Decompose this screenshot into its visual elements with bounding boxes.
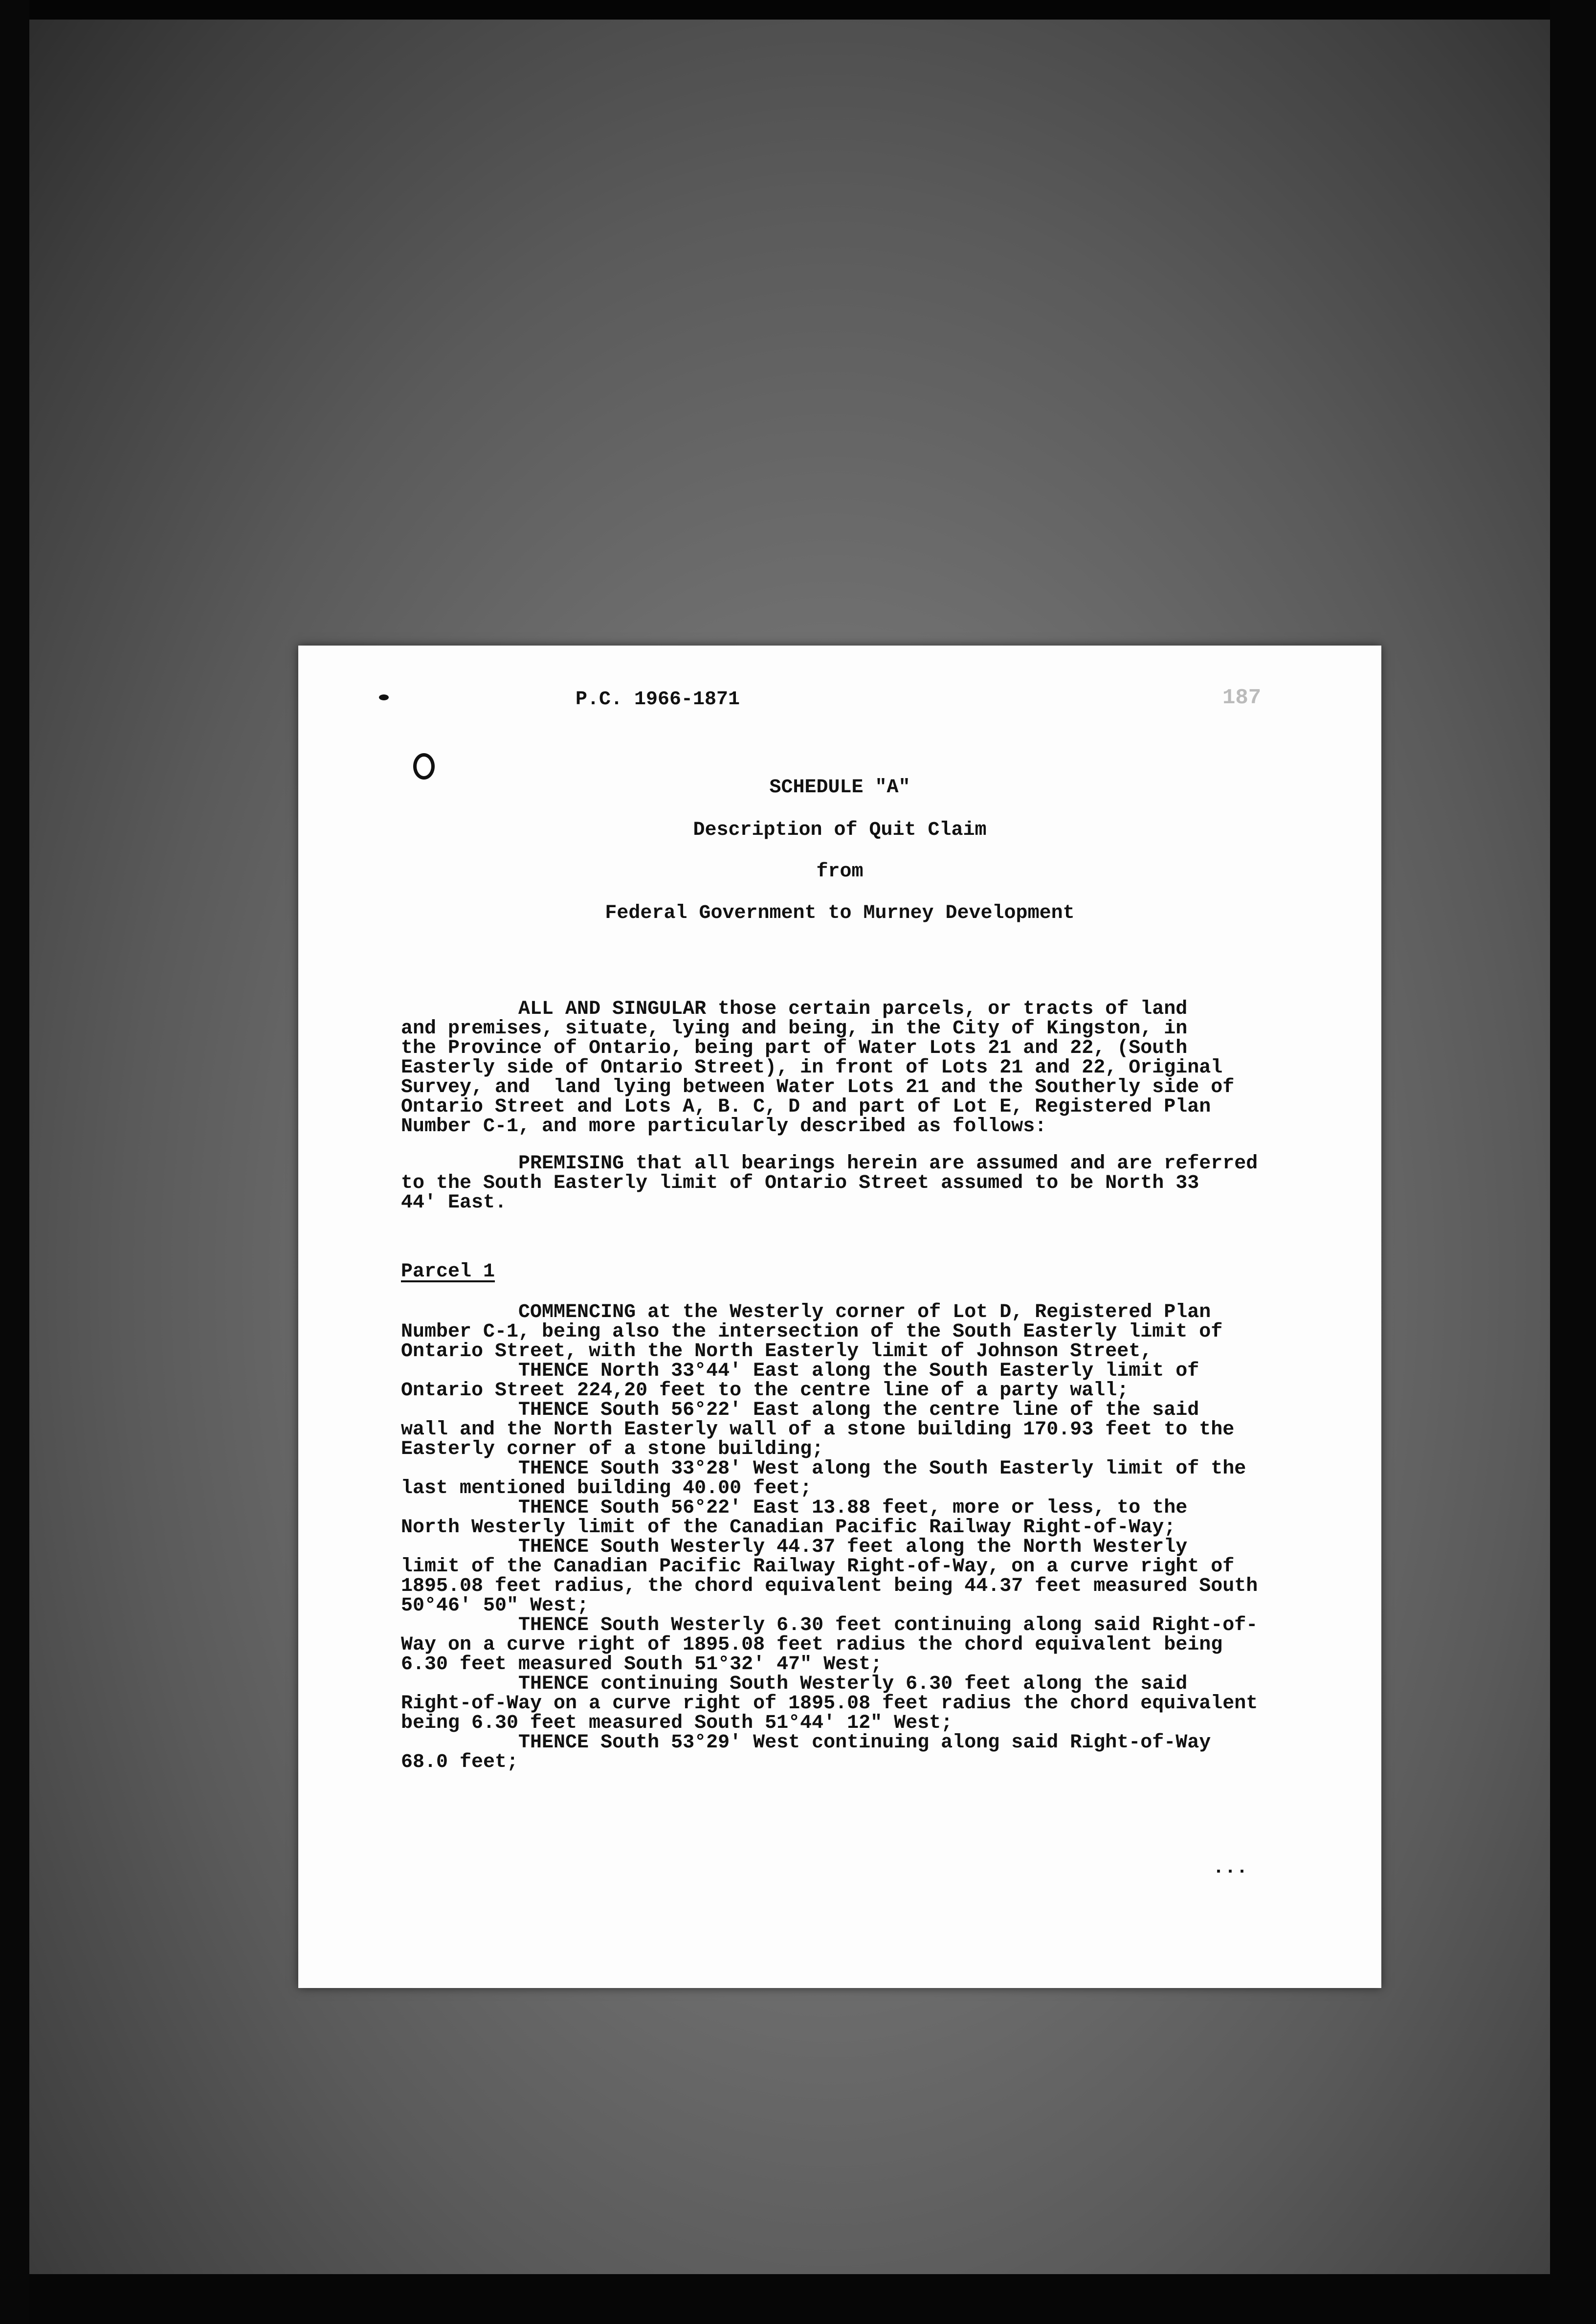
intro-paragraph: ALL AND SINGULAR those certain parcels, or tracts of land and premises, situate, lying and being, in the City of Kingston, in the Province of Ontario, being part of Water Lots 21 and 22, (South Easterly side of Ontario Street), in front of Lots 21 and 22, Original Survey, and land lying between Water Lots 21 and the Southerly side of Ontario Street and Lots A, B. C, D and part of Lot E, Registered Plan Number C-1, and more particularly described as follows: xyxy=(401,998,1235,1138)
continuation-mark: ... xyxy=(1213,1857,1248,1879)
schedule-title: SCHEDULE "A" xyxy=(769,777,910,799)
parties-line: Federal Government to Murney Development xyxy=(605,902,1075,924)
parcel-description: COMMENCING at the Westerly corner of Lot D, Registered Plan Number C-1, being also the intersection of the South Easterly limit of Ontario Street, with the North Easterly limit of Johnson Street, THENCE North 33°44' East along the South Easterly limit of Ontario Street 224,20 feet to the centre line of a party wall; THENCE South 56°22' East along the centre line of the said wall and the North Easterly wall of a stone building 170.93 feet to the Easterly corner of a stone building; THENCE South 33°28' West along the South Easterly limit of the last mentioned building 40.00 feet; THENCE South 56°22' East 13.88 feet, more or less, to the North Westerly limit of the Canadian Pacific Railway Right-of-Way; THENCE South Westerly 44.37 feet along the North Westerly limit of the Canadian Pacific Railway Right-of-Way, on a curve right of 1895.08 feet radius, the chord equivalent being 44.37 feet measured South 50°46' 50" West; THENCE South Westerly 6.30 feet continuing along said Right-of- Way on a curve right of 1895.08 feet radius the chord equivalent being 6.30 feet measured South 51°32' 47" West; THENCE continuing South Westerly 6.30 feet along the said Right-of-Way on a curve right of 1895.08 feet radius the chord equivalent being 6.30 feet measured South 51°44' 12" West; THENCE South 53°29' West continuing along said Right-of-Way 68.0 feet; xyxy=(401,1301,1258,1773)
film-border-right xyxy=(1550,0,1596,2324)
film-border-left xyxy=(0,0,29,2324)
premising-paragraph: PREMISING that all bearings herein are assumed and are referred to the South Easterly limit of Ontario Street assumed to be North 33 44' East. xyxy=(401,1153,1258,1214)
from-label: from xyxy=(816,861,864,883)
order-number: P.C. 1966-1871 xyxy=(575,689,740,711)
page-number: 187 xyxy=(1222,686,1262,710)
document-page xyxy=(298,646,1381,1988)
document-subtitle: Description of Quit Claim xyxy=(693,819,987,841)
parcel-heading: Parcel 1 xyxy=(401,1261,495,1283)
film-border-bottom xyxy=(0,2274,1596,2324)
punch-hole xyxy=(413,753,435,780)
film-border-top xyxy=(0,0,1596,20)
